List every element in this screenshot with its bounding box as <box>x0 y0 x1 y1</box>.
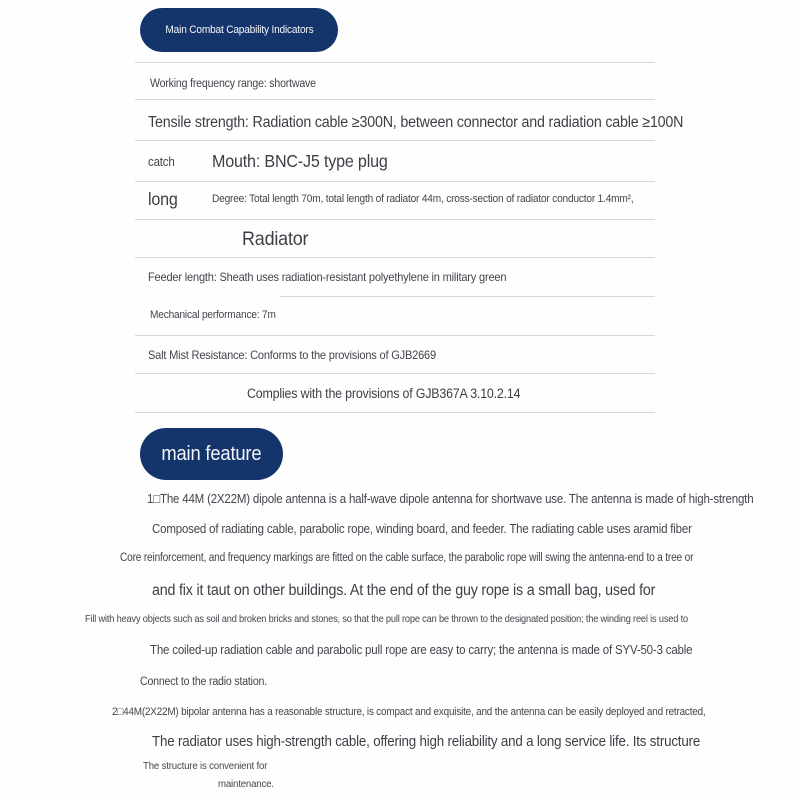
divider <box>135 335 655 336</box>
feature-paragraph-line: and fix it taut on other buildings. At the end of the guy rope is a small bag, used for <box>152 582 656 599</box>
feature-paragraph-line: maintenance. <box>218 778 274 790</box>
spec-row-radiator: Radiator <box>242 228 309 250</box>
feature-paragraph-line: The radiator uses high-strength cable, offering high reliability and a long service life. Its structure <box>152 734 701 750</box>
divider <box>135 219 655 220</box>
divider <box>135 373 655 374</box>
feature-paragraph-line: Fill with heavy objects such as soil and broken bricks and stones, so that the pull rope can be thrown to the designated position; the winding reel is used to <box>85 613 688 625</box>
spec-row-frequency: Working frequency range: shortwave <box>150 78 316 90</box>
spec-row-feeder-length: Feeder length: Sheath uses radiation-resistant polyethylene in military green <box>148 270 507 284</box>
spec-row-compliance: Complies with the provisions of GJB367A 3.10.2.14 <box>247 386 521 401</box>
spec-label-catch: catch <box>148 155 175 169</box>
divider <box>135 99 655 100</box>
divider <box>135 181 655 182</box>
feature-paragraph-line: 2□44M(2X22M) bipolar antenna has a reasonable structure, is compact and exquisite, and the antenna can be easily deployed and retracted, <box>112 706 706 718</box>
main-combat-capability-indicators-button[interactable] <box>140 8 338 52</box>
spec-label-long: long <box>148 189 178 209</box>
divider <box>135 140 655 141</box>
spec-row-mechanical-performance: Mechanical performance: 7m <box>150 309 276 321</box>
divider <box>135 412 655 413</box>
divider <box>135 257 655 258</box>
spec-text-degree: Degree: Total length 70m, total length of radiator 44m, cross-section of radiator conductor 1.4mm², <box>212 193 634 205</box>
spec-row-salt-mist: Salt Mist Resistance: Conforms to the provisions of GJB2669 <box>148 348 436 362</box>
feature-paragraph-line: The coiled-up radiation cable and parabolic pull rope are easy to carry; the antenna is made of SYV-50-3 cable <box>150 643 693 657</box>
main-combat-capability-indicators-label: Main Combat Capability Indicators <box>164 24 314 36</box>
spec-text-mouth: Mouth: BNC-J5 type plug <box>212 151 388 171</box>
feature-paragraph-line: 1□The 44M (2X22M) dipole antenna is a half-wave dipole antenna for shortwave use. The antenna is made of high-strength <box>147 492 754 506</box>
spec-row-tensile-strength: Tensile strength: Radiation cable ≥300N, between connector and radiation cable ≥100N <box>148 114 684 131</box>
feature-paragraph-line: Composed of radiating cable, parabolic rope, winding board, and feeder. The radiating cable uses aramid fiber <box>152 522 692 536</box>
main-feature-label: main feature <box>161 442 262 465</box>
feature-paragraph-line: Connect to the radio station. <box>140 676 268 688</box>
divider <box>135 62 655 63</box>
feature-paragraph-line: Core reinforcement, and frequency markings are fitted on the cable surface, the parabolic rope will swing the antenna-end to a tree or <box>120 552 694 564</box>
divider <box>280 296 655 297</box>
feature-paragraph-line: The structure is convenient for <box>143 760 268 772</box>
main-feature-button[interactable] <box>140 428 283 480</box>
